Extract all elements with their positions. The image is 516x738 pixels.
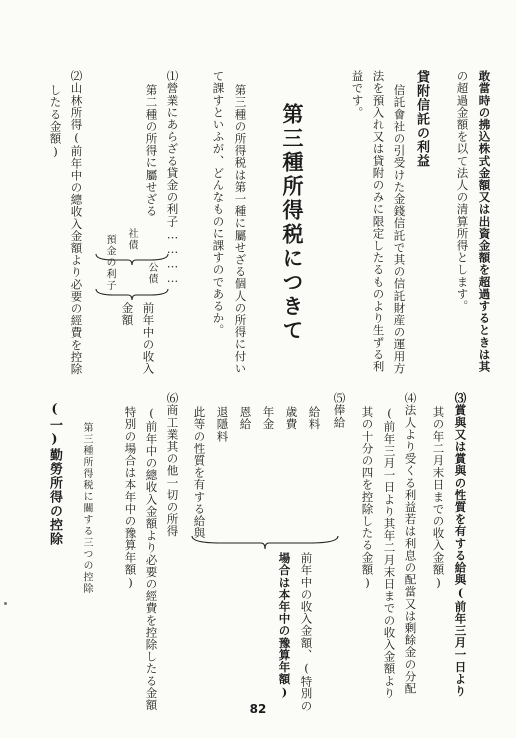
- item5-brace: [190, 534, 340, 550]
- item4-line-3: 其の十分の四を控除したる金額): [360, 406, 375, 590]
- item6-line-3: 特別の場合は本年中の豫算年額): [123, 406, 138, 590]
- item5-sub-allowance: 歳費: [284, 406, 299, 431]
- item2-line-2: したる金額): [48, 84, 63, 160]
- item1-sub-deposit: 預金の利子: [104, 234, 115, 292]
- upper-line-2: の超過金額を以て法人の清算所得とします。: [455, 70, 470, 312]
- item5-sub-retirement: 退隱料: [215, 406, 230, 443]
- item5-label: ⑸俸給: [332, 392, 347, 429]
- intro-line-1: 第三種の所得税は第一種に屬せざる個人の所得に付い: [233, 84, 248, 375]
- section-title: 第三種所得税につきて: [280, 103, 305, 343]
- heading-deduction: (一)勤勞所得の控除: [47, 402, 62, 546]
- intro-line-2: て課すといふが、どんなものに課すのであるか。: [211, 70, 226, 337]
- item2-line-1: ⑵山林所得(前年中の總收入金額より必要の經費を控除: [69, 70, 84, 375]
- item5-sub-salary: 給料: [307, 406, 322, 431]
- item1-rhs-1: 前年中の收入: [141, 302, 156, 375]
- heading-trust: 貸附信託の利益: [414, 70, 429, 168]
- item5-sub-pension: 恩給: [238, 406, 253, 431]
- deduction-note: 第三種所得税に關する三つの控除: [81, 422, 92, 595]
- trust-line-2: 法を預入れ又は貸附のみに限定したるものより生ずる利: [371, 70, 386, 373]
- page-number: 82: [249, 702, 267, 716]
- item1-sub-debenture: 社債: [126, 228, 137, 251]
- item1-brace-inner: [94, 252, 170, 266]
- item5-rhs-2: 場合は本年中の豫算年額): [277, 552, 292, 700]
- item6-line-2: (前年中の總收入金額より必要の經費を控除したる金額: [144, 406, 159, 711]
- item1-sub-bond: 公債: [146, 262, 157, 285]
- item1-line-1: ⑴營業にあらざる貸金の利子…………: [165, 70, 180, 286]
- item1-line-2: 第二種の所得に屬せざる: [144, 84, 159, 218]
- item5-sub-annuity: 年金: [261, 406, 276, 431]
- item4-line-1: ⑷法人より受くる利益若は利息の配當又は剰餘金の分配: [403, 392, 418, 695]
- item4-line-2: (前年三月一日より其年二月末日までの收入金額より: [382, 406, 397, 699]
- item6-line-1: ⑹商工業其の他一切の所得: [165, 392, 180, 538]
- item1-rhs-2: 金額: [120, 302, 135, 327]
- item3-line-1: ⑶賞與又は賞與の性質を有する給與(前年三月一日より: [453, 392, 468, 697]
- item1-brace-outer: [94, 287, 170, 301]
- trust-line-1: 信託會社の引受けた金錢信託で其の信託財産の運用方: [392, 84, 407, 375]
- trust-line-3: 益です。: [350, 70, 365, 119]
- item5-rhs-1: 前年中の收入金額、(特別の: [299, 552, 314, 712]
- item5-tail: 此等の性質を有する給與: [192, 406, 207, 540]
- upper-line-1: 敢當時の拂込株式金額又は出資金額を超過するときは其: [477, 70, 492, 373]
- item3-line-2: 其の年二月末日までの收入金額): [431, 406, 446, 590]
- paper-speck: [4, 602, 7, 605]
